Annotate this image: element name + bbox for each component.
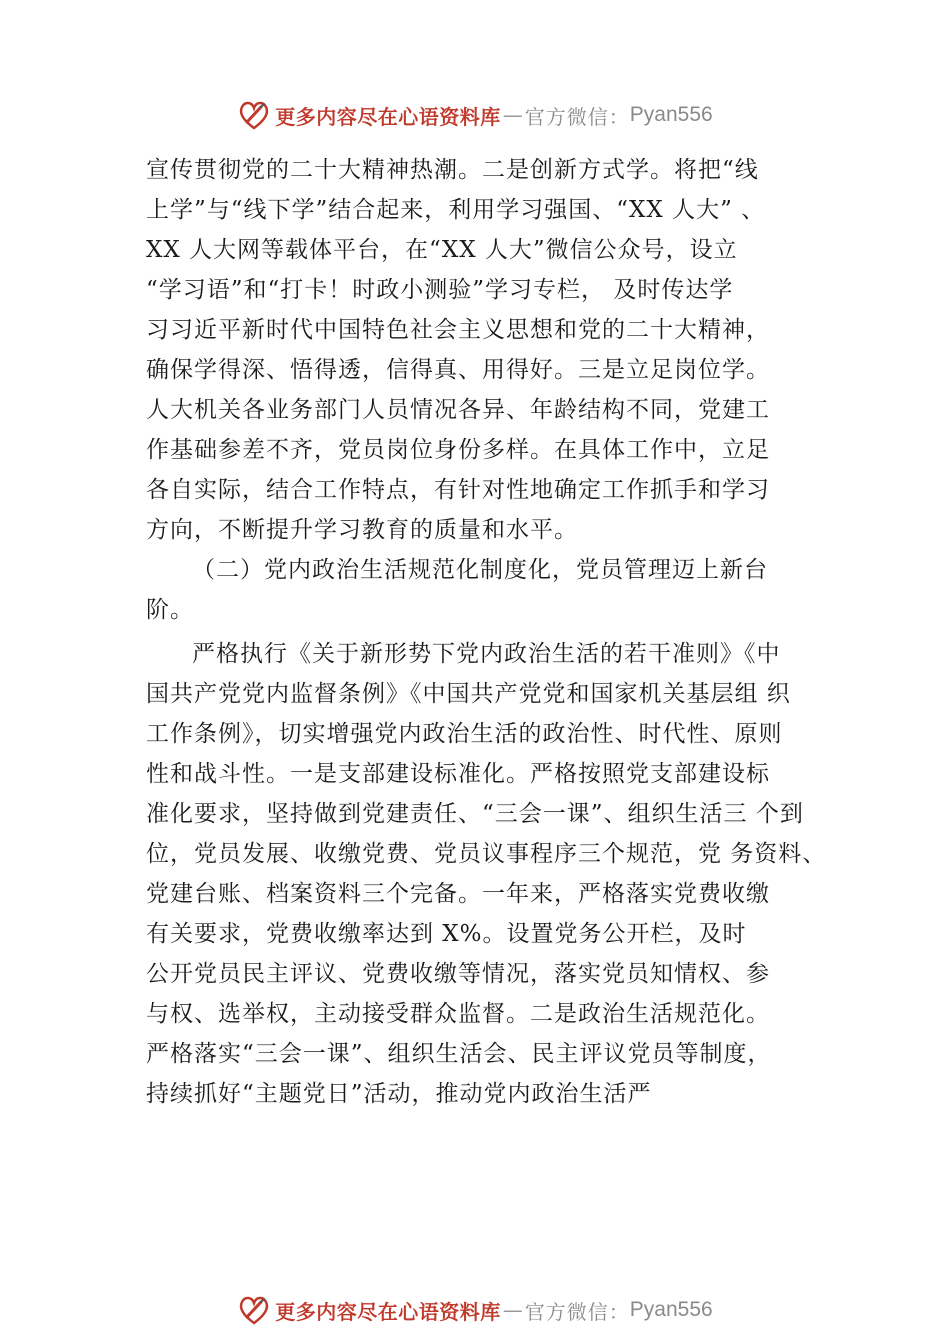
text-line: 持续抓好“主题党日”活动，推动党内政治生活严 [146,1081,652,1107]
text-line: 国共产党党内监督条例》《中国共产党党和国家机关基层组 织 [146,681,791,707]
heart-pen-logo-icon [237,1293,271,1327]
text-line: 位，党员发展、收缴党费、党员议事程序三个规范，党 务资料、 [146,841,827,867]
official-wechat-label: 官方微信： [524,1299,630,1324]
text-line: 党建台账、档案资料三个完备。一年来，严格落实党费收缴 [146,881,770,907]
text-line: 工作条例》，切实增强党内政治生活的政治性、时代性、原则 [146,721,783,747]
document-body [146,150,836,1114]
text-line: 公开党员民主评议、党费收缴等情况，落实党员知情权、参 [146,961,770,987]
text-line: 作基础参差不齐，党员岗位身份多样。在具体工作中，立足 [146,437,770,463]
footer-banner [0,1290,950,1330]
banner-dash: — [502,1298,523,1322]
text-line: 确保学得深、悟得透，信得真、用得好。三是立足岗位学。 [146,357,770,383]
text-line: 有关要求，党费收缴率达到 X%。设置党务公开栏，及时 [146,921,747,947]
text-line: 与权、选举权，主动接受群众监督。二是政治生活规范化。 [146,1001,770,1027]
text-line: “学习语”和“打卡！时政小测验”学习专栏， 及时传达学 [146,277,734,303]
text-line: XX 人大网等载体平台，在“XX 人大”微信公众号，设立 [146,237,738,263]
section-heading-continued: 阶。 [146,597,194,623]
banner-dash: — [502,103,523,127]
brand-text: 更多内容尽在心语资料库 [275,104,501,129]
text-line: 严格落实“三会一课”、组织生活会、民主评议党员等制度， [146,1041,772,1067]
paragraph-first-line: 严格执行《关于新形势下党内政治生活的若干准则》《中 [192,641,781,667]
text-line: 准化要求，坚持做到党建责任、“三会一课”、组织生活三 个到 [146,801,804,827]
section-heading: （二）党内政治生活规范化制度化，党员管理迈上新台 [192,557,768,583]
text-line: 上学”与“线下学”结合起来，利用学习强国、“XX 人大” 、 [146,197,766,223]
text-line: 习习近平新时代中国特色社会主义思想和党的二十大精神， [146,317,770,343]
heart-pen-logo-icon [237,98,271,132]
brand-text: 更多内容尽在心语资料库 [275,1299,501,1324]
wechat-id: Pyan556 [629,103,713,126]
text-line: 宣传贯彻党的二十大精神热潮。二是创新方式学。将把“线 [146,157,759,183]
text-line: 人大机关各业务部门人员情况各异、年龄结构不同，党建工 [146,397,770,423]
official-wechat-label: 官方微信： [524,104,630,129]
text-line: 各自实际，结合工作特点，有针对性地确定工作抓手和学习 [146,477,770,503]
header-banner [0,95,950,135]
text-line: 方向，不断提升学习教育的质量和水平。 [146,517,578,543]
wechat-id: Pyan556 [629,1298,713,1321]
text-line: 性和战斗性。一是支部建设标准化。严格按照党支部建设标 [146,761,770,787]
